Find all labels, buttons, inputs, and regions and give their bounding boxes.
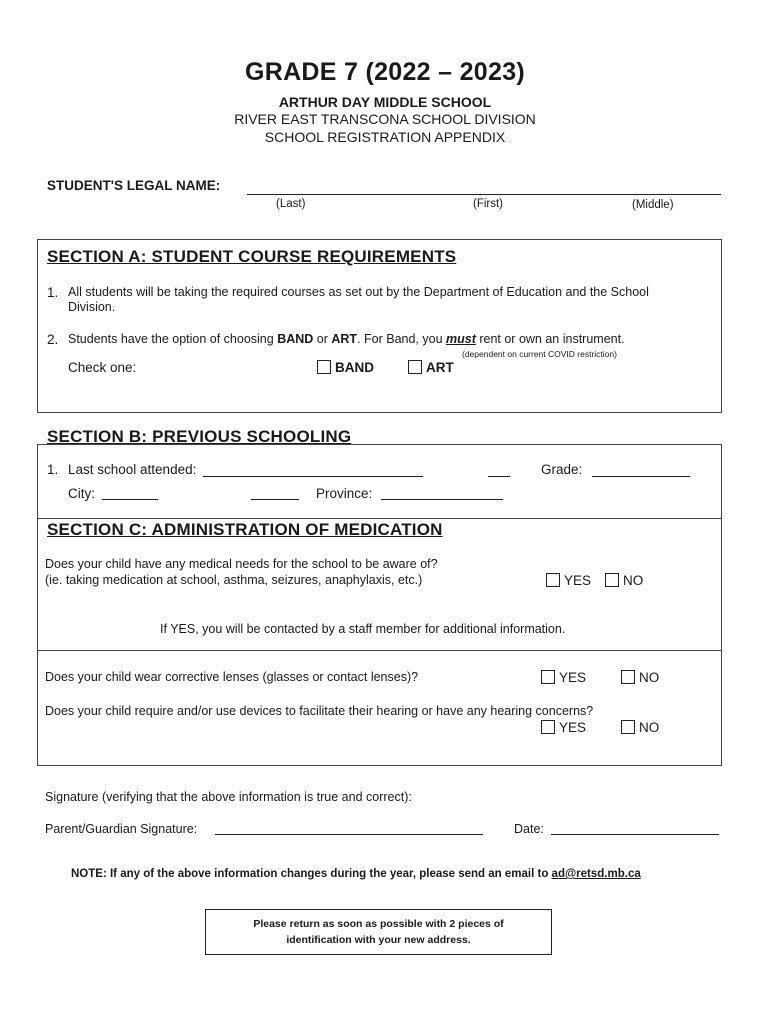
student-name-field[interactable] [247, 194, 721, 195]
last-school-field-extra [488, 476, 510, 477]
first-name-caption: (First) [473, 198, 504, 210]
appendix-title: SCHOOL REGISTRATION APPENDIX [264, 129, 506, 145]
section-a-item1-line2: Division. [68, 300, 116, 314]
contact-note: If YES, you will be contacted by a staff member for additional information. [160, 622, 566, 636]
lenses-question: Does your child wear corrective lenses (glasses or contact lenses)? [45, 670, 419, 684]
last-name-caption: (Last) [276, 198, 306, 210]
city-label: City: [68, 486, 95, 501]
date-label: Date: [514, 822, 544, 836]
student-name-label: STUDENT'S LEGAL NAME: [47, 178, 221, 193]
hearing-yes-option[interactable]: YES [541, 720, 586, 735]
section-a-item1-line1: All students will be taking the required courses as set out by the Department of Education and the School [68, 285, 649, 299]
province-field[interactable] [381, 499, 503, 500]
section-c-box [37, 518, 722, 766]
hearing-no-option[interactable]: NO [621, 720, 659, 735]
middle-name-caption: (Middle) [632, 199, 674, 211]
grade-field[interactable] [592, 476, 690, 477]
last-school-field[interactable] [203, 476, 423, 477]
section-a-item1-number: 1. [47, 285, 59, 300]
date-field[interactable] [551, 834, 719, 835]
art-checkbox[interactable] [408, 360, 422, 374]
grade-label: Grade: [541, 462, 583, 477]
covid-restriction-note: (dependent on current COVID restriction) [462, 349, 617, 359]
lenses-yes-checkbox[interactable] [541, 670, 555, 684]
division-name: RIVER EAST TRANSCONA SCHOOL DIVISION [234, 111, 536, 127]
last-school-label: Last school attended: [68, 462, 197, 477]
check-one-label: Check one: [68, 360, 137, 375]
section-c-heading: SECTION C: ADMINISTRATION OF MEDICATION [47, 520, 443, 539]
medical-yes-option[interactable]: YES [546, 573, 591, 588]
lenses-no-checkbox[interactable] [621, 670, 635, 684]
parent-signature-field[interactable] [215, 834, 483, 835]
province-label: Province: [316, 486, 373, 501]
page-title: GRADE 7 (2022 – 2023) [244, 58, 526, 86]
section-a-heading: SECTION A: STUDENT COURSE REQUIREMENTS [47, 247, 457, 266]
art-option[interactable]: ART [408, 360, 454, 375]
signature-verify-text: Signature (verifying that the above information is true and correct): [45, 790, 412, 804]
email-link[interactable]: ad@retsd.mb.ca [551, 868, 641, 880]
parent-signature-label: Parent/Guardian Signature: [45, 822, 198, 836]
section-a-item2-number: 2. [47, 332, 59, 347]
band-option[interactable]: BAND [317, 360, 374, 375]
section-b-item1-number: 1. [47, 462, 59, 477]
hearing-no-checkbox[interactable] [621, 720, 635, 734]
return-notice-line2: identification with your new address. [286, 934, 471, 946]
medical-no-option[interactable]: NO [605, 573, 643, 588]
medical-no-checkbox[interactable] [605, 573, 619, 587]
band-checkbox[interactable] [317, 360, 331, 374]
hearing-yes-checkbox[interactable] [541, 720, 555, 734]
change-note: NOTE: If any of the above information changes during the year, please send an email to ad@retsd.mb.ca [71, 868, 641, 880]
hearing-question: Does your child require and/or use devices to facilitate their hearing or have any hearing concerns? [45, 704, 594, 718]
section-b-heading: SECTION B: PREVIOUS SCHOOLING [47, 427, 352, 446]
return-notice-line1: Please return as soon as possible with 2 pieces of [253, 918, 504, 930]
return-notice-box [205, 909, 552, 955]
medical-question-line1: Does your child have any medical needs for the school to be aware of? [45, 557, 438, 571]
medical-question-line2: (ie. taking medication at school, asthma, seizures, anaphylaxis, etc.) [45, 573, 423, 587]
city-field-extra [251, 499, 299, 500]
section-a-item2-text: Students have the option of choosing BAND or ART. For Band, you must rent or own an instrument. [68, 332, 625, 346]
medical-yes-checkbox[interactable] [546, 573, 560, 587]
school-name: ARTHUR DAY MIDDLE SCHOOL [278, 94, 492, 110]
city-field[interactable] [102, 499, 158, 500]
lenses-yes-option[interactable]: YES [541, 670, 586, 685]
section-b-box [37, 444, 722, 518]
lenses-no-option[interactable]: NO [621, 670, 659, 685]
